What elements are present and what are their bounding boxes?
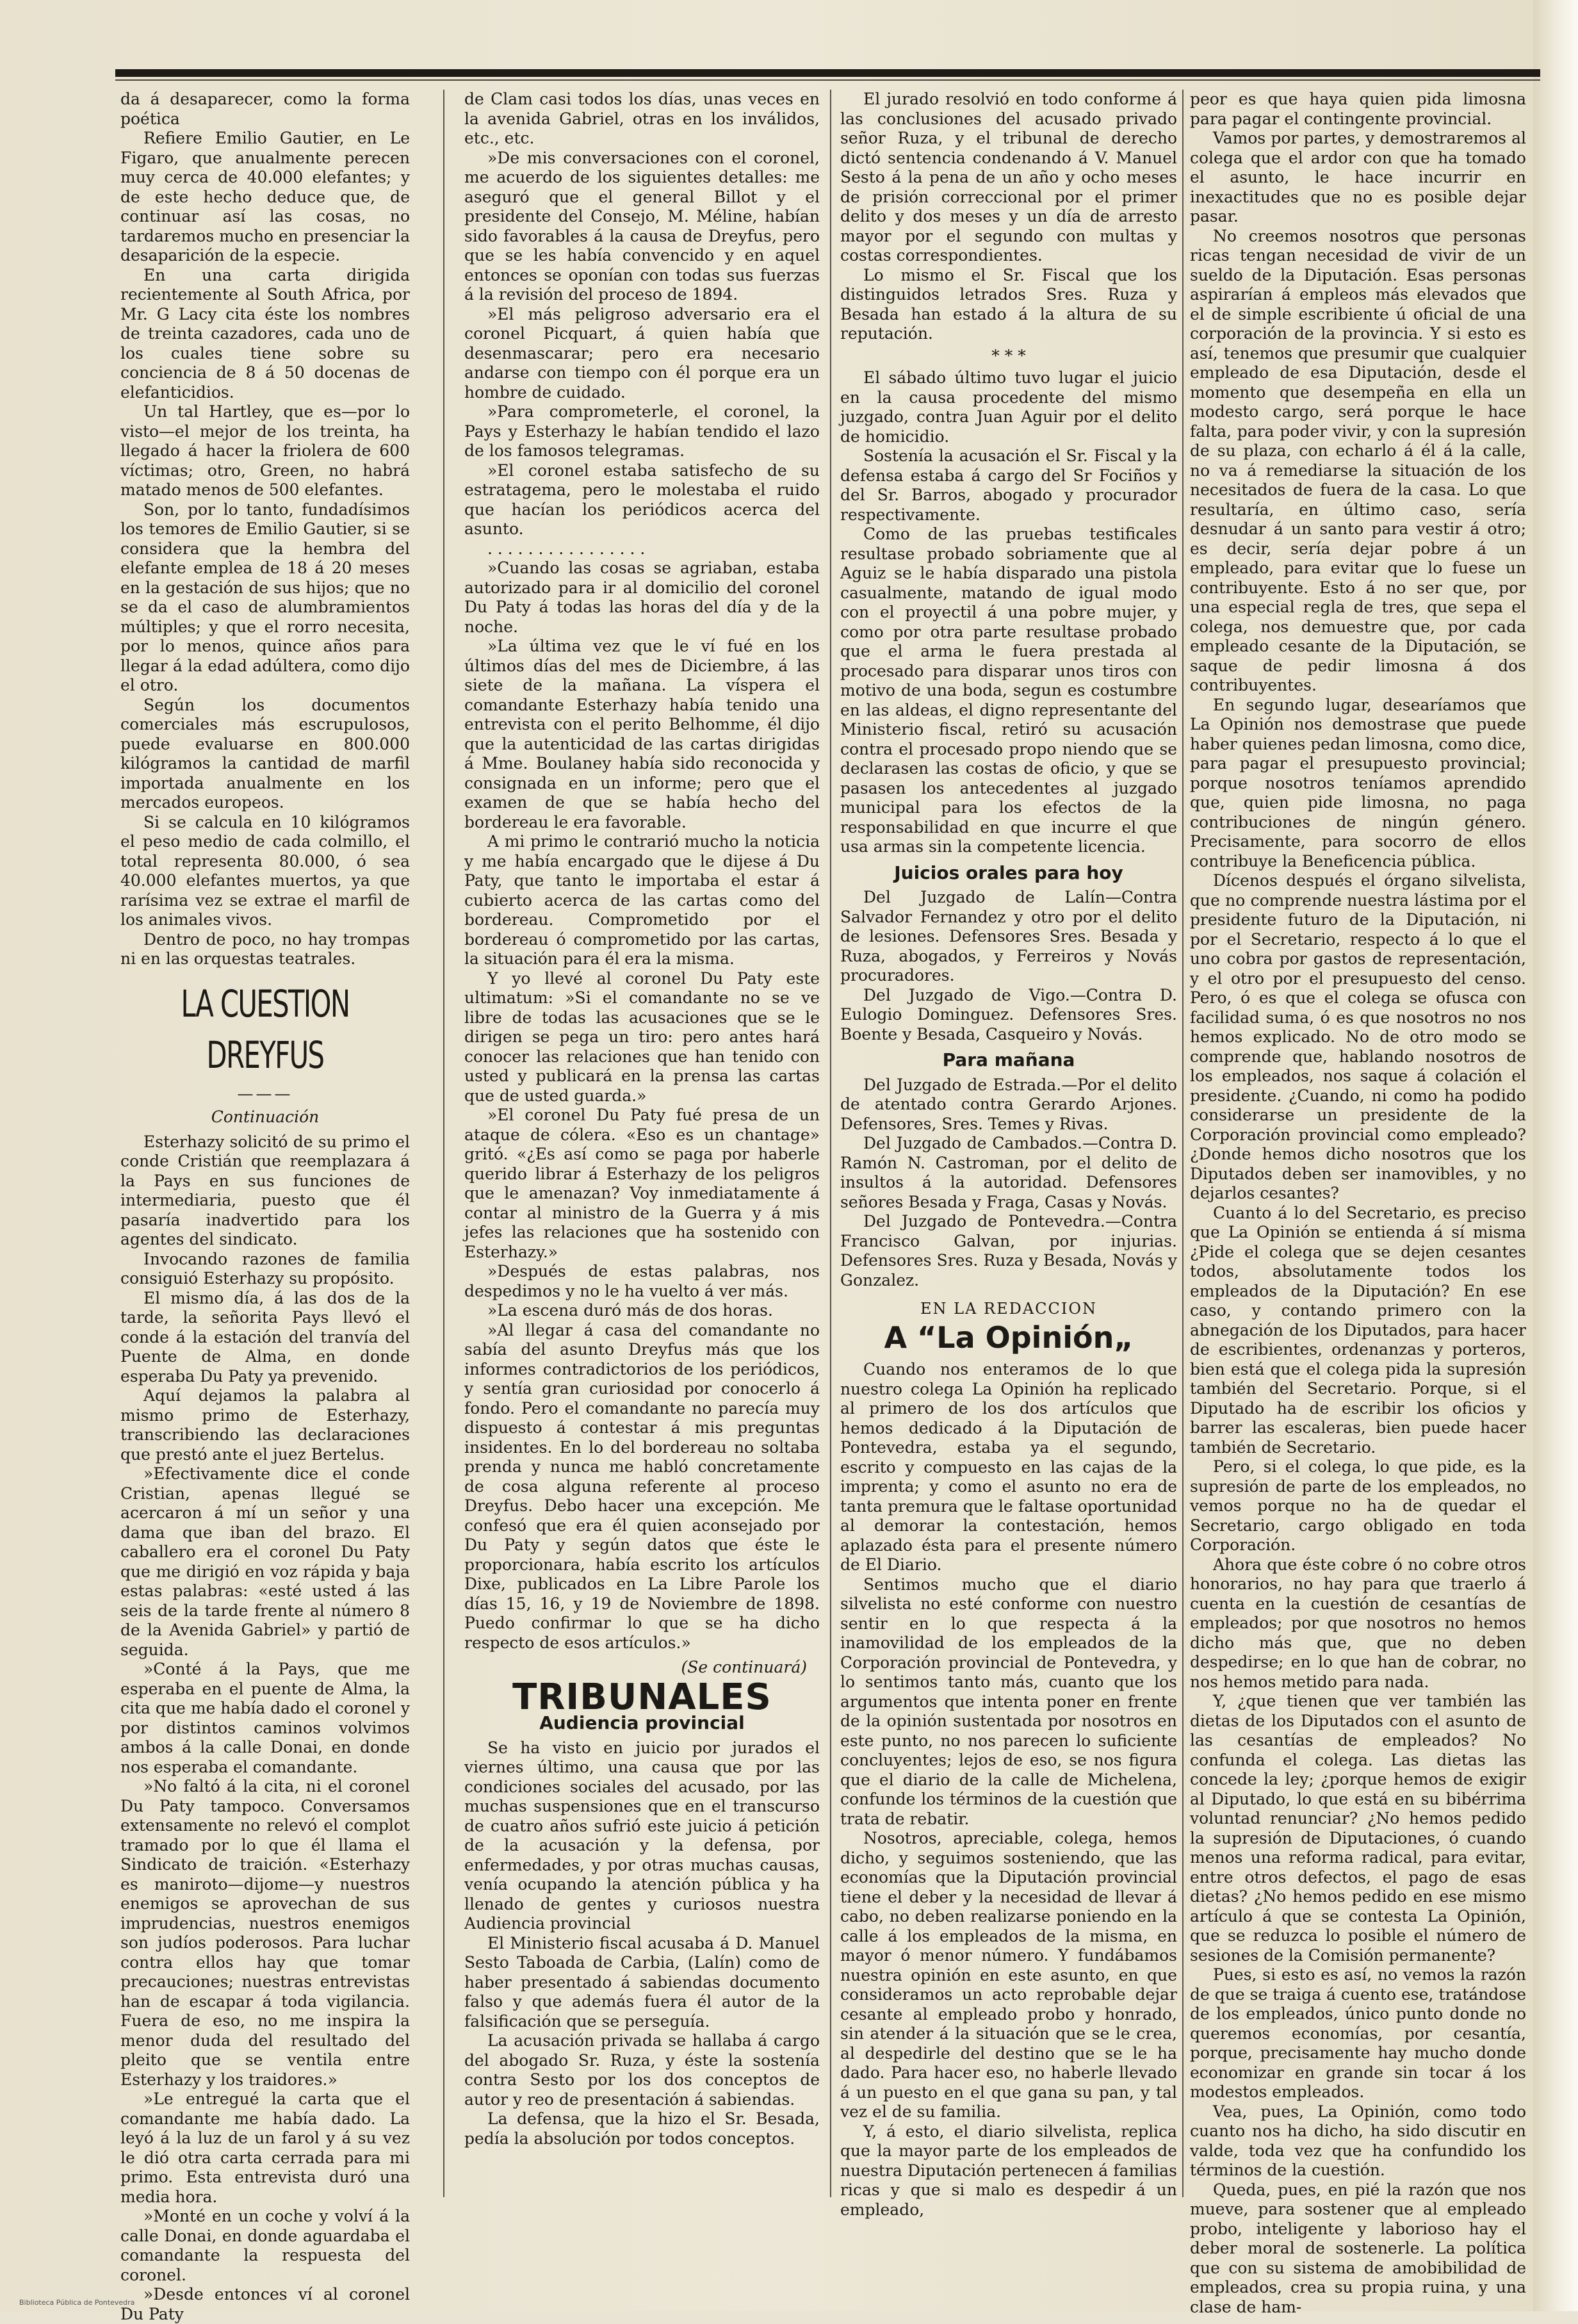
paragraph: La acusación privada se hallaba á cargo del abogado Sr. Ruza, y éste la sostenía contra Sesto por los dos conceptos de autor y reo de presentación á sabiendas. [464,2031,820,2109]
paragraph: da á desaparecer, como la forma poética [120,90,410,128]
paragraph: Esterhazy solicitó de su primo el conde Cristián que reemplazara á la Pays en sus funciones de intermediaria, puesto que él pasaría inadvertido para los agentes del sindicato. [120,1132,410,1248]
paragraph: Sostenía la acusación el Sr. Fiscal y la defensa estaba á cargo del Sr Fociños y del Sr. Barros, abogado y procurador respectivamente. [840,446,1177,524]
column-3 [840,90,1177,2219]
top-rule [115,69,1540,77]
paragraph: Cuando nos enteramos de lo que nuestro colega La Opinión ha replicado al primero de los dos artículos que hemos dedicado á la Diputación de Pontevedra, estaba ya el segundo, escrito y compuesto en las cajas de la imprenta; y como el asunto no era de tanta premura que le faltase oportunidad al demorar la contestación, hemos aplazado ésta para el presente número de El Diario. [840,1360,1177,1574]
top-rule-thin [115,79,1540,81]
paragraph: A mi primo le contrarió mucho la noticia y me había encargado que le dijese á Du Paty, que tanto le importaba el estar á cubierto acerca de las cartas como del bordereau. Comprometido por el bordereau ó comprometido por las cartas, la situación para él era la misma. [464,832,820,968]
subheading-audiencia: Audiencia provincial [539,1712,745,1733]
paragraph: Queda, pues, en pié la razón que nos mueve, para sostener que al empleado probo, inteligente y laborioso hay el deber moral de sostenerle. La política que con su sistema de amobibilidad de empleados, crea su propia ruina, y una clase de ham- [1190,2180,1526,2316]
paragraph: de Clam casi todos los días, unas veces en la avenida Gabriel, otras en los inválidos, etc., etc. [464,90,820,147]
ellipsis-line: . . . . . . . . . . . . . . . . [487,539,646,558]
paragraph: Se ha visto en juicio por jurados el viernes último, una causa que por las condiciones sociales del acusado, por las muchas suspensiones que en el transcurso de cuatro años sufrió este juicio á petición de la acusación y la defensa, por enfermedades, y por otras muchas causas, venía ocupando la atención pública y ha llenado de gentes y curiosos nuestra Audiencia provincial [464,1738,820,1933]
paragraph: »Conté á la Pays, que me esperaba en el puente de Alma, la cita que me había dado el coronel y por distintos caminos volvimos ambos á la calle Donai, en donde nos esperaba el comandante. [120,1660,410,1776]
column-divider [443,90,444,2197]
paragraph: »El coronel estaba satisfecho de su estratagema, pero le molestaba el ruido que hacían los periódicos acerca del asunto. [464,461,820,538]
section-heading-tribunales: TRIBUNALES [512,1676,772,1718]
separator: ——— [237,1084,293,1103]
paragraph: »La última vez que le ví fué en los últimos días del mes de Diciembre, á las siete de la mañana. La víspera el comandante Esterhazy había tenido una entrevista con el perito Belhomme, él dijo que la autenticidad de las cartas dirigidas á Mme. Boulaney había sido reconocida y consignada en un informe; pero que el examen de que se había hecho del bordereau le era favorable. [464,637,820,831]
paragraph: Vea, pues, La Opinión, como todo cuanto nos ha dicho, ha sido discutir en valde, toda vez que ha confundido los términos de la cuestión. [1190,2102,1526,2179]
paragraph: El sábado último tuvo lugar el juicio en la causa procedente del mismo juzgado, contra Juan Aguir por el delito de homicidio. [840,368,1177,446]
paragraph: »De mis conversaciones con el coronel, me acuerdo de los siguientes detalles: me aseguró que el general Billot y el presidente del Consejo, M. Méline, habían sido favorables á la causa de Dreyfus, pero que se les había convencido y en aquel entonces se oponían con todas sus fuerzas á la revisión del proceso de 1894. [464,148,820,304]
paragraph: La defensa, que la hizo el Sr. Besada, pedía la absolución por todos conceptos. [464,2109,820,2148]
paragraph: Sentimos mucho que el diario silvelista no esté conforme con nuestro sentir en lo que respecta á la inamovilidad de los empleados de la Corporación provincial de Pontevedra, y lo sentimos tanto más, cuanto que los argumentos que intenta poner en frente de la opinión sustentada por nosotros en este punto, no nos parecen lo suficiente concluyentes; lejos de eso, se nos figura que el diario de la calle de Michelena, confunde los términos de la cuestión que trata de rebatir. [840,1575,1177,1828]
paragraph: Un tal Hartley, que es—por lo visto—el mejor de los treinta, ha llegado á hacer la friolera de 600 víctimas; otro, Green, no habrá matado menos de 500 elefantes. [120,402,410,499]
paragraph: En una carta dirigida recientemente al South Africa, por Mr. G Lacy cita éste los nombres de treinta cazadores, cada uno de los cuales tiene sobre su conciencia de 8 á 50 docenas de elefanticidios. [120,265,410,402]
column-1 [120,90,411,2323]
paragraph: Del Juzgado de Estrada.—Por el delito de atentado contra Gerardo Arjones. Defensores, Sres. Temes y Rivas. [840,1075,1177,1133]
column-divider [830,90,831,2197]
paragraph: »Después de estas palabras, nos despedimos y no le ha vuelto á ver más. [464,1262,820,1300]
paragraph: Según los documentos comerciales más escrupulosos, puede evaluarse en 800.000 kilógramos la cantidad de marfil importada anualmente en los mercados europeos. [120,695,410,812]
paragraph: Del Juzgado de Cambados.—Contra D. Ramón N. Castroman, por el delito de insultos á la autoridad. Defensores señores Besada y Fraga, Casas y Novás. [840,1134,1177,1211]
paragraph: No creemos nosotros que personas ricas tengan necesidad de vivir de un sueldo de la Diputación. Esas personas aspirarían á empleos más elevados que el de simple escribiente ú oficial de una corporación de la provincia. Y si esto es así, tenemos que presumir que cualquier empleado de esa Diputación, desde el momento que desempeña en ella un modesto cargo, será porque le hace falta, para poder vivir, y con la supresión de su plaza, con echarlo á él á la calle, no va á remediarse la situación de los necesitados de fuera de la casa. Lo que resultaría, en último caso, sería desnudar á un santo para vestir á otro; es decir, sería dejar pobre á un empleado, para evitar que lo fuese un contribuyente. Esto á no ser que, por una especial regla de tres, que sepa el colega, nos demuestre que, por cada empleado cesante de la Diputación, se saque de pedir limosna á dos contribuyentes. [1190,226,1526,694]
paragraph: Del Juzgado de Lalín—Contra Salvador Fernandez y otro por el delito de lesiones. Defensores Sres. Besada y Ruza, abogados, y Ferreiros y Novás procuradores. [840,888,1177,985]
stars-separator: * * * [991,346,1026,365]
column-divider [1182,90,1184,2197]
paragraph: Cuanto á lo del Secretario, es preciso que La Opinión se entienda á sí misma ¿Pide el colega que se dejen cesantes todos, absolutamente todos los empleados de la Diputación? En ese caso, y contando primero con la abnegación de los Diputados, para hacer de escribientes, ordenanzas y porteros, bien está que el colega pida la supresión también del Secretario. Porque, si el Diputado ha de escribir los oficios y barrer las escaleras, bien puede hacer también de Secretario. [1190,1203,1526,1457]
headline-dreyfus: LA CUESTION DREYFUS [181,981,350,1077]
column-2 [464,90,820,2197]
continued-note: (Se continuará) [681,1658,807,1676]
paragraph: Y, á esto, el diario silvelista, replica que la mayor parte de los empleados de nuestra Diputación pertenecen á familias ricas y que si malo es despedir á un empleado, [840,2122,1177,2219]
paragraph: »Efectivamente dice el conde Cristian, apenas llegué se acercaron á mí un señor y una dama que iban del brazo. El caballero era el coronel Du Paty que me dirigió en voz rápida y baja estas palabras: «esté usted á las seis de la tarde frente al número 8 de la Avenida Gabriel» y partió de seguida. [120,1464,410,1659]
paragraph: »Para comprometerle, el coronel, la Pays y Esterhazy le habían tendido el lazo de los famosos telegramas. [464,402,820,460]
paragraph: Aquí dejamos la palabra al mismo primo de Esterhazy, transcribiendo las declaraciones que prestó ante el juez Bertelus. [120,1386,410,1464]
paragraph: »Le entregué la carta que el comandante me había dado. La leyó á la luz de un farol y á su vez le dió otra carta cerrada para mi primo. Esta entrevista duró una media hora. [120,2090,410,2206]
paragraph: Del Juzgado de Pontevedra.—Contra Francisco Galvan, por injurias. Defensores Sres. Ruza y Besada, Novás y Gonzalez. [840,1212,1177,1289]
paragraph: Vamos por partes, y demostraremos al colega que el ardor con que ha tomado el asunto, le hace incurrir en inexactitudes que no es posible dejar pasar. [1190,129,1526,225]
headline-opinion: A “La Opinión„ [884,1320,1134,1355]
section-heading-redaccion: EN LA REDACCION [920,1300,1098,1318]
paragraph: Dentro de poco, no hay trompas ni en las orquestas teatrales. [120,929,410,968]
paragraph: Lo mismo el Sr. Fiscal que los distinguidos letrados Sres. Ruza y Besada han estado á la altura de su reputación. [840,265,1177,343]
paragraph: »El más peligroso adversario era el coronel Picquart, á quien había que desenmascarar; pero era necesario andarse con tiempo con él porque era un hombre de cuidado. [464,304,820,402]
paragraph: Y, ¿que tienen que ver también las dietas de los Diputados con el asunto de las cesantías de empleados? No confunda el colega. Las dietas las concede la ley; ¿porque hemos de exigir al Diputado, lo que está en su bibérrima voluntad renunciar? ¿No hemos pedido la supresión de Diputaciones, ó cuando menos una reforma radical, para evitar, entre otros defectos, el pago de esas dietas? ¿No hemos pedido en ese mismo artículo á que se contesta La Opinión, que se reduzca lo posible el número de sesiones de la Comisión permanente? [1190,1692,1526,1965]
column-4 [1190,90,1526,2316]
paragraph: Refiere Emilio Gautier, en Le Figaro, que anualmente perecen muy cerca de 40.000 elefantes; y de este hecho deduce que, de continuar así las cosas, no tardaremos mucho en presenciar la desaparición de la especie. [120,129,411,265]
paragraph: Ahora que éste cobre ó no cobre otros honorarios, no hay para que traerlo á cuenta en la cuestión de cesantías de empleados; por que nosotros no hemos dicho más que, que no deben despedirse; en lo que han de cobrar, no nos hemos metido para nada. [1190,1555,1526,1691]
paragraph: Si se calcula en 10 kilógramos el peso medio de cada colmillo, el total representa 80.000, ó sea 40.000 elefantes muertos, ya que rarísima vez se extrae el marfil de los animales vivos. [120,812,410,929]
paragraph: »Monté en un coche y volví á la calle Donai, en donde aguardaba el comandante la respuesta del coronel. [120,2207,410,2284]
paragraph: »Desde entonces ví al coronel Du Paty [120,2285,410,2323]
paragraph: »El coronel Du Paty fué presa de un ataque de cólera. «Eso es un chantage» gritó. «¿Es así como se paga por haberle querido librar á Esterhazy de los peligros que le amenazan? Voy inmediatamente á contar al ministro de la Guerra y á mis jefes las relaciones que ha sostenido con Esterhazy.» [464,1106,820,1261]
subheading-juicios: Juicios orales para hoy [894,862,1123,883]
paragraph: »No faltó á la cita, ni el coronel Du Paty tampoco. Conversamos extensamente no relevó el complot tramado por lo que él llama el Sindicato de traición. «Esterhazy es maniroto—dijome—y nuestros enemigos se aprovechan de sus imprudencias, nuestros enemigos son judíos poderosos. Para luchar contra ellos hay que tomar precauciones; nuestras entrevistas han de escapar á toda vigilancia. Fuera de eso, no me inspira la menor duda del resultado del pleito que se ventila entre Esterhazy y los traidores.» [120,1777,410,2089]
subhead: Continuación [211,1108,320,1126]
paragraph: Y yo llevé al coronel Du Paty este ultimatum: »Si el comandante no se ve libre de todas las acusaciones que se le dirigen se pega un tiro: pero antes hará conocer las relaciones que han tenido con usted y publicará en la prensa las cartas que de usted guarda.» [464,969,820,1105]
paragraph: Nosotros, apreciable, colega, hemos dicho, y seguimos sosteniendo, que las economías que la Diputación provincial tiene el deber y la necesidad de llevar á cabo, no deben realizarse poniendo en la calle á los empleados de la misma, en mayor ó menor número. Y fundábamos nuestra opinión en este asunto, en que consideramos un acto reprobable dejar cesante al empleado probo y honrado, sin atender á la situación que se le crea, al despedirle del destino que se le ha dado. Para hacer eso, no haberle llevado á un puesto en el que gana su pan, y tal vez el de su familia. [840,1829,1177,2121]
library-credit: Biblioteca Pública de Pontevedra [19,2298,135,2307]
paragraph: Pues, si esto es así, no vemos la razón de que se traiga á cuento ese, tratándose de los empleados, único punto donde no queremos economías, por cesantía, porque, precisamente hay mucho donde economizar en grande sin tocar á los modestos empleados. [1190,1965,1526,2101]
paragraph: peor es que haya quien pida limosna para pagar el contingente provincial. [1190,90,1526,128]
paragraph: »Al llegar á casa del comandante no sabía del asunto Dreyfus más que los informes contradictorios de los periódicos, y sentía gran curiosidad por conocerlo á fondo. Pero el comandante no parecía muy dispuesto á contestar á mis preguntas insidentes. En lo del bordereau no soltaba prenda y nunca me habló concretamente de cosa alguna referente al proceso Dreyfus. Debo hacer una excepción. Me confesó que era él quien aconsejado por Du Paty y según datos que éste le proporcionara, había escrito los artículos Dixe, publicados en La Libre Parole los días 15, 16, y 19 de Noviembre de 1898. Puedo confirmar lo que se ha dicho respecto de esos artículos.» [464,1320,820,1652]
paragraph: »La escena duró más de dos horas. [487,1301,773,1320]
paragraph: Como de las pruebas testificales resultase probado sobriamente que al Aguiz se le había disparado una pistola casualmente, matando de igual modo con el proyectil á una pobre mujer, y como por otra parte resultase probado que el arma le fuera prestada al procesado para disparar unos tiros con motivo de una boda, segun es costumbre en las aldeas, el digno representante del Ministerio fiscal, retiró su acusación contra el procesado propo niendo que se declarasen las costas de oficio, y que se pasasen los antecedentes al juzgado municipal para los efectos de la responsabilidad en que incurre el que usa armas sin la competente licencia. [840,525,1177,856]
paragraph: Pero, si el colega, lo que pide, es la supresión de parte de los empleados, no vemos porque no ha de quedar el Secretario, cargo obligado en toda Corporación. [1190,1457,1526,1554]
paragraph: Del Juzgado de Vigo.—Contra D. Eulogio Dominguez. Defensores Sres. Boente y Besada, Casqueiro y Novás. [840,985,1177,1043]
paragraph: Son, por lo tanto, fundadísimos los temores de Emilio Gautier, si se considera que la hembra del elefante emplea de 18 á 20 meses en la gestación de sus hijos; que no se da el caso de alumbramientos múltiples; y que el rorro necesita, por lo menos, quince años para llegar á la edad adúltera, como dijo el otro. [120,500,410,694]
paragraph: El jurado resolvió en todo conforme á las conclusiones del acusado privado señor Ruza, y el tribunal de derecho dictó sentencia condenando á V. Manuel Sesto á la pena de un año y ocho meses de prisión correccional por el primer delito y dos meses y un día de arresto mayor por el segundo con multas y costas correspondientes. [840,90,1177,265]
paragraph: El mismo día, á las dos de la tarde, la señorita Pays llevó el conde á la estación del tranvía del Puente de Alma, en donde esperaba Du Paty ya prevenido. [120,1288,410,1386]
subheading-manana: Para mañana [942,1049,1075,1070]
paragraph: Invocando razones de familia consiguió Esterhazy su propósito. [120,1249,410,1288]
paragraph: En segundo lugar, desearíamos que La Opinión nos demostrase que puede haber quienes pedan limosna, como dice, para pagar el presupuesto provincial; porque nosotros teníamos aprendido que, quien pide limosna, no paga contribuciones de ningún género. Precisamente, para socorro de ellos contribuye la Beneficencia pública. [1190,695,1526,871]
paragraph: Dícenos después el órgano silvelista, que no comprende nuestra lástima por el presidente futuro de la Diputación, ni por el Secretario, respecto á lo que el uno cobra por gastos de representación, y el otro por el presupuesto del censo. Pero, ó es que el colega se ofusca con facilidad suma, ó es que nosotros no nos hemos explicado. No de otro modo se comprende que, hablando nosotros de los empleados, nos saque á colación el presidente. ¿Cuando, ni como ha podido considerarse un presidente de la Corporación provincial como empleado? ¿Donde hemos dicho nosotros que los Diputados deben ser inamovibles, y no dejarlos cesantes? [1190,871,1526,1202]
paragraph: »Cuando las cosas se agriaban, estaba autorizado para ir al domicilio del coronel Du Paty á todas las horas del día y de la noche. [464,559,820,636]
page-edge [1533,0,1578,2311]
paragraph: El Ministerio fiscal acusaba á D. Manuel Sesto Taboada de Carbia, (Lalín) como de haber presentado á sabiendas documento falso y que además fuera él autor de la falsificación que se perseguía. [464,1933,820,2031]
